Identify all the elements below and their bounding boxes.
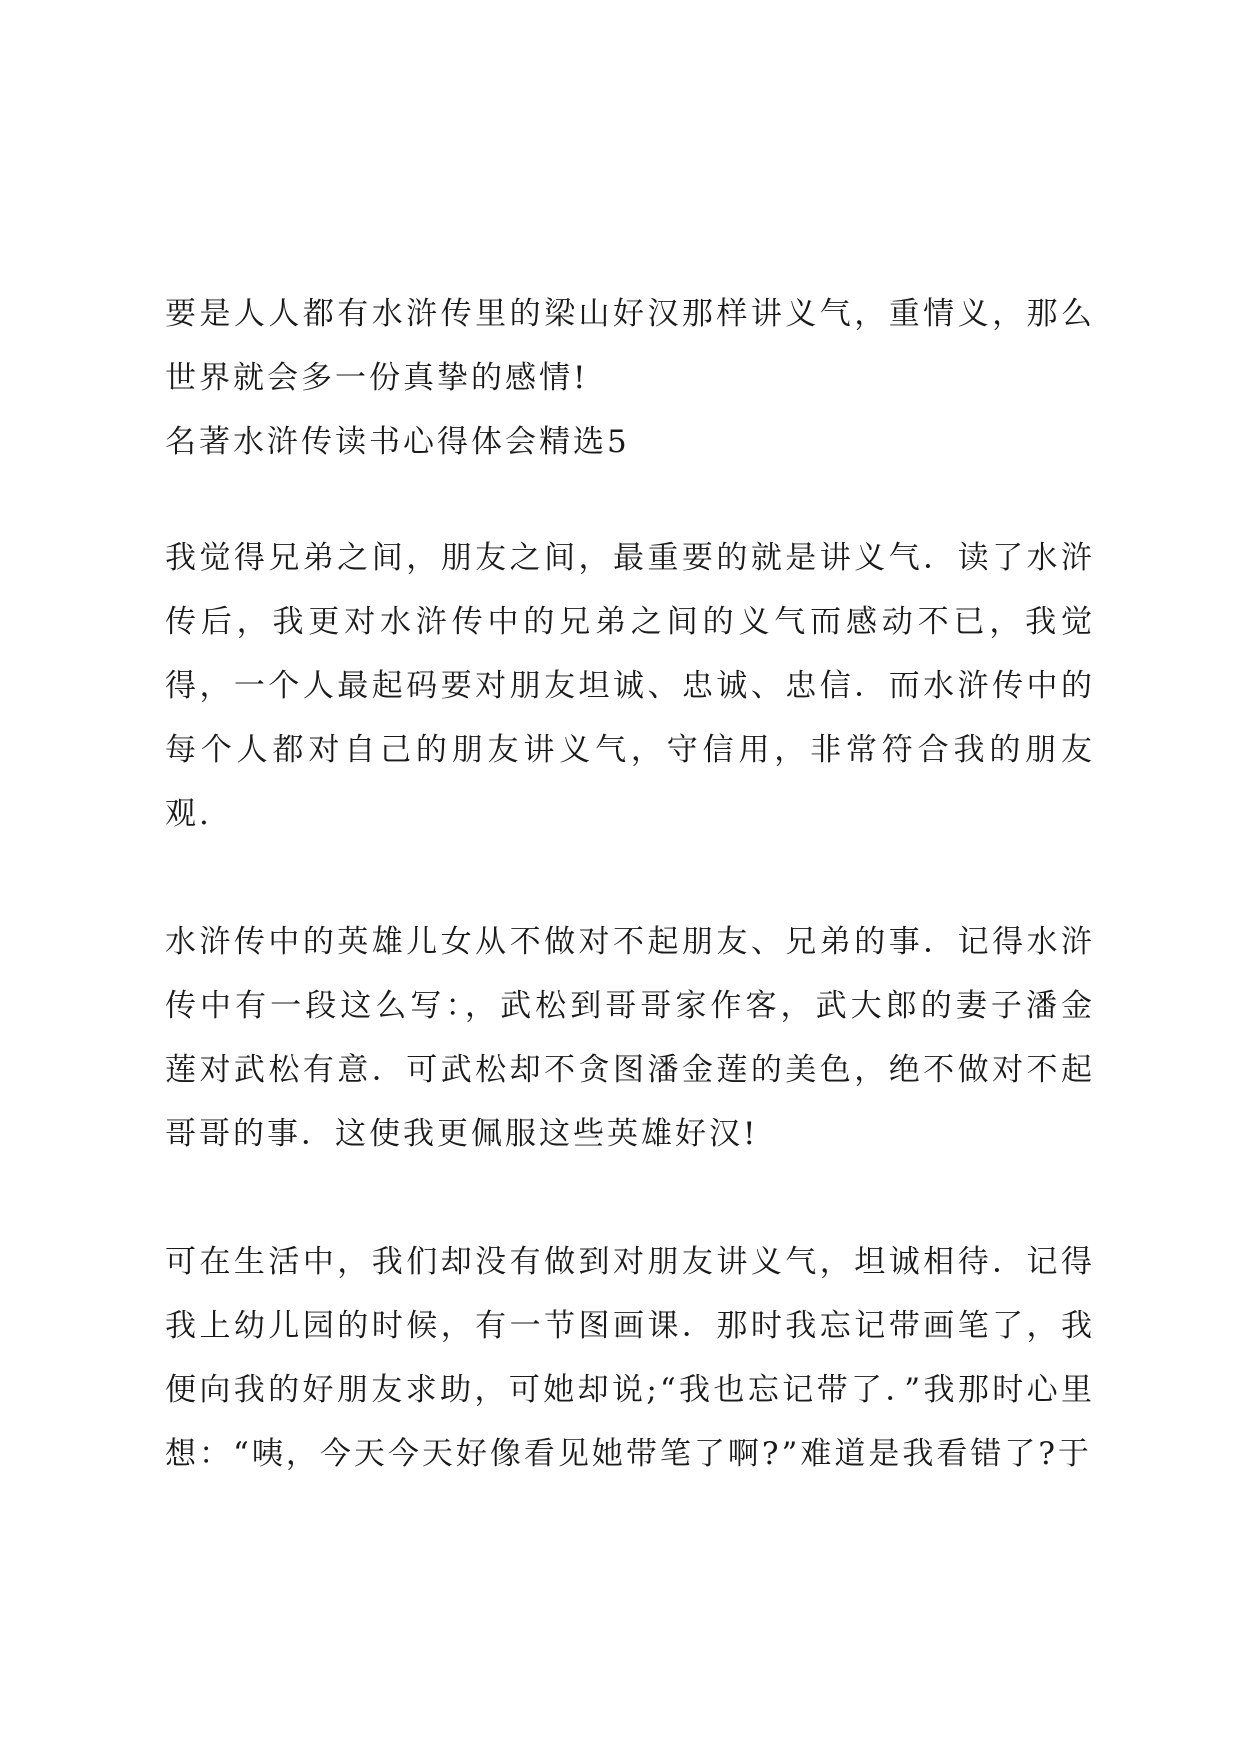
paragraph-life-story: 可在生活中，我们却没有做到对朋友讲义气，坦诚相待．记得我上幼儿园的时候，有一节图画课．那时我忘记带画笔了，我便向我的好朋友求助，可她却说;“我也忘记带了．”我那时心里想：“咦，今天今天好像看见她带笔了啊?”难道是我看错了?于 xyxy=(165,1244,1095,1472)
paragraph-wusong: 水浒传中的英雄儿女从不做对不起朋友、兄弟的事．记得水浒传中有一段这么写：，武松到哥哥家作客，武大郎的妻子潘金莲对武松有意．可武松却不贪图潘金莲的美色，绝不做对不起哥哥的事．这使我更佩服这些英雄好汉! xyxy=(165,924,1095,1152)
paragraph-brotherhood: 我觉得兄弟之间，朋友之间，最重要的就是讲义气．读了水浒传后，我更对水浒传中的兄弟之间的义气而感动不已，我觉得，一个人最起码要对朋友坦诚、忠诚、忠信．而水浒传中的每个人都对自己的朋友讲义气，守信用，非常符合我的朋友观. xyxy=(165,540,1095,832)
section-heading: 名著水浒传读书心得体会精选5 xyxy=(165,424,630,460)
paragraph-conclusion: 要是人人都有水浒传里的梁山好汉那样讲义气，重情义，那么世界就会多一份真挚的感情! xyxy=(165,296,1095,396)
document-body xyxy=(165,282,1095,1486)
